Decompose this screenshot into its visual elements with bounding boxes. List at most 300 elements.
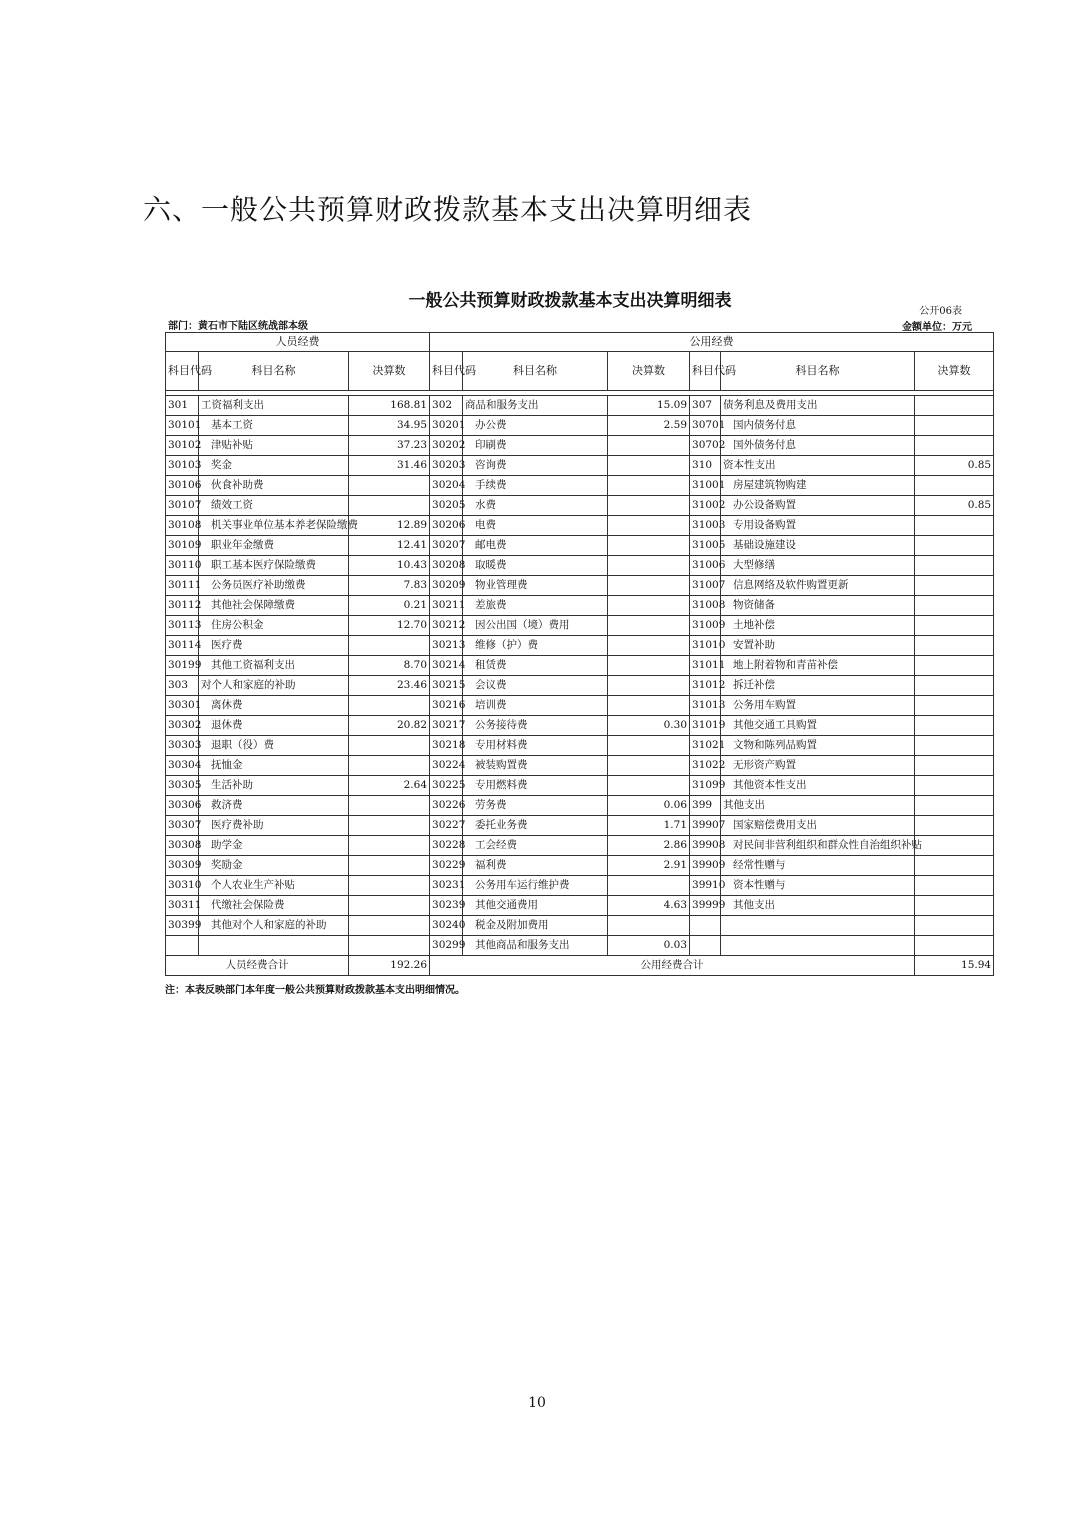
name-cell: 商品和服务支出: [463, 396, 608, 416]
code-cell: [690, 916, 721, 936]
code-cell: 31011: [690, 656, 721, 676]
amount-cell: 0.85: [915, 456, 994, 476]
table-row: [166, 536, 994, 556]
name-cell: 国内债务付息: [721, 416, 915, 436]
amount-cell: [349, 496, 430, 516]
amount-cell: [349, 636, 430, 656]
amount-cell: [349, 476, 430, 496]
amount-cell: [608, 636, 690, 656]
table-row: [166, 556, 994, 576]
code-cell: 30228: [430, 836, 463, 856]
name-cell: 机关事业单位基本养老保险缴费: [199, 516, 349, 536]
code-cell: 30103: [166, 456, 199, 476]
table-row: [166, 896, 994, 916]
code-cell: 30229: [430, 856, 463, 876]
name-cell: 福利费: [463, 856, 608, 876]
code-cell: 30111: [166, 576, 199, 596]
table-row: [166, 616, 994, 636]
table-row: [166, 776, 994, 796]
name-cell: 无形资产购置: [721, 756, 915, 776]
name-cell: 办公费: [463, 416, 608, 436]
name-cell: 其他支出: [721, 796, 915, 816]
code-cell: 39907: [690, 816, 721, 836]
code-cell: 31008: [690, 596, 721, 616]
code-cell: 30215: [430, 676, 463, 696]
table-row: [166, 796, 994, 816]
header-name: 科目名称: [199, 352, 349, 391]
code-cell: 30109: [166, 536, 199, 556]
unit-label: 金额单位：万元: [902, 322, 972, 333]
name-cell: 债务利息及费用支出: [721, 396, 915, 416]
code-cell: 30307: [166, 816, 199, 836]
personnel-total-label: 人员经费合计: [166, 956, 349, 976]
name-cell: [199, 936, 349, 956]
amount-cell: [349, 936, 430, 956]
name-cell: 国外债务付息: [721, 436, 915, 456]
name-cell: 租赁费: [463, 656, 608, 676]
name-cell: 对民间非营利组织和群众性自治组织补贴: [721, 836, 915, 856]
name-cell: 公务用车运行维护费: [463, 876, 608, 896]
name-cell: 委托业务费: [463, 816, 608, 836]
amount-cell: [608, 916, 690, 936]
code-cell: 30101: [166, 416, 199, 436]
code-cell: 302: [430, 396, 463, 416]
amount-cell: [915, 416, 994, 436]
table-row: [166, 416, 994, 436]
amount-cell: [608, 696, 690, 716]
code-cell: 30203: [430, 456, 463, 476]
amount-cell: 0.06: [608, 796, 690, 816]
amount-cell: 168.81: [349, 396, 430, 416]
amount-cell: [349, 876, 430, 896]
table-row: [166, 516, 994, 536]
amount-cell: 2.59: [608, 416, 690, 436]
name-cell: 公务接待费: [463, 716, 608, 736]
code-cell: 31009: [690, 616, 721, 636]
page-heading: 六、一般公共预算财政拨款基本支出决算明细表: [143, 193, 753, 226]
name-cell: 对个人和家庭的补助: [199, 676, 349, 696]
amount-cell: [608, 516, 690, 536]
code-cell: 30110: [166, 556, 199, 576]
name-cell: 信息网络及软件购置更新: [721, 576, 915, 596]
code-cell: 30205: [430, 496, 463, 516]
amount-cell: [915, 756, 994, 776]
name-cell: 物资储备: [721, 596, 915, 616]
code-cell: 30213: [430, 636, 463, 656]
table-row: [166, 396, 994, 416]
name-cell: 基本工资: [199, 416, 349, 436]
table-row: [166, 856, 994, 876]
amount-cell: [915, 856, 994, 876]
amount-cell: 10.43: [349, 556, 430, 576]
name-cell: 物业管理费: [463, 576, 608, 596]
amount-cell: [349, 696, 430, 716]
amount-cell: 37.23: [349, 436, 430, 456]
page-number: 10: [528, 1395, 546, 1411]
code-cell: 30112: [166, 596, 199, 616]
code-cell: 31007: [690, 576, 721, 596]
header-code: 科目代码: [166, 352, 199, 391]
code-cell: 30204: [430, 476, 463, 496]
code-cell: 30113: [166, 616, 199, 636]
code-cell: 30206: [430, 516, 463, 536]
code-cell: 307: [690, 396, 721, 416]
code-cell: 30108: [166, 516, 199, 536]
amount-cell: 12.41: [349, 536, 430, 556]
code-cell: [690, 936, 721, 956]
code-cell: [166, 936, 199, 956]
code-cell: 30207: [430, 536, 463, 556]
name-cell: 绩效工资: [199, 496, 349, 516]
name-cell: 其他商品和服务支出: [463, 936, 608, 956]
name-cell: 大型修缮: [721, 556, 915, 576]
amount-cell: [608, 496, 690, 516]
name-cell: 职工基本医疗保险缴费: [199, 556, 349, 576]
header-code: 科目代码: [430, 352, 463, 391]
amount-cell: 23.46: [349, 676, 430, 696]
code-cell: 30106: [166, 476, 199, 496]
code-cell: 30311: [166, 896, 199, 916]
name-cell: 会议费: [463, 676, 608, 696]
public-total-label: 公用经费合计: [430, 956, 915, 976]
name-cell: 其他支出: [721, 896, 915, 916]
table-row: [166, 596, 994, 616]
amount-cell: [349, 816, 430, 836]
name-cell: 奖励金: [199, 856, 349, 876]
code-cell: 31003: [690, 516, 721, 536]
name-cell: 其他社会保障缴费: [199, 596, 349, 616]
amount-cell: [915, 516, 994, 536]
code-cell: 303: [166, 676, 199, 696]
code-cell: 31005: [690, 536, 721, 556]
code-cell: 31013: [690, 696, 721, 716]
amount-cell: [349, 736, 430, 756]
amount-cell: [915, 816, 994, 836]
name-cell: 公务用车购置: [721, 696, 915, 716]
amount-cell: [349, 896, 430, 916]
amount-cell: 8.70: [349, 656, 430, 676]
amount-cell: 2.91: [608, 856, 690, 876]
name-cell: 住房公积金: [199, 616, 349, 636]
name-cell: 培训费: [463, 696, 608, 716]
name-cell: 税金及附加费用: [463, 916, 608, 936]
table-row: [166, 576, 994, 596]
amount-cell: 0.85: [915, 496, 994, 516]
code-cell: 30199: [166, 656, 199, 676]
amount-cell: [608, 656, 690, 676]
header-amount: 决算数: [608, 352, 690, 391]
amount-cell: [915, 396, 994, 416]
name-cell: 基础设施建设: [721, 536, 915, 556]
amount-cell: 12.70: [349, 616, 430, 636]
name-cell: 取暖费: [463, 556, 608, 576]
personnel-total-value: 192.26: [349, 956, 430, 976]
table-row: [166, 436, 994, 456]
code-cell: 310: [690, 456, 721, 476]
name-cell: 水费: [463, 496, 608, 516]
table-row: [166, 676, 994, 696]
amount-cell: [915, 796, 994, 816]
name-cell: 其他对个人和家庭的补助: [199, 916, 349, 936]
name-cell: 拆迁补偿: [721, 676, 915, 696]
code-cell: 30239: [430, 896, 463, 916]
name-cell: 其他资本性支出: [721, 776, 915, 796]
header-amount: 决算数: [349, 352, 430, 391]
amount-cell: 15.09: [608, 396, 690, 416]
table-row: [166, 756, 994, 776]
name-cell: 土地补偿: [721, 616, 915, 636]
header-amount: 决算数: [915, 352, 994, 391]
table-row: [166, 496, 994, 516]
public-total-value: 15.94: [915, 956, 994, 976]
amount-cell: 31.46: [349, 456, 430, 476]
name-cell: 印刷费: [463, 436, 608, 456]
name-cell: 电费: [463, 516, 608, 536]
group-header-row: [166, 333, 994, 352]
table-row: [166, 876, 994, 896]
name-cell: 被装购置费: [463, 756, 608, 776]
table-row: [166, 716, 994, 736]
code-cell: 30227: [430, 816, 463, 836]
amount-cell: 20.82: [349, 716, 430, 736]
amount-cell: [915, 556, 994, 576]
name-cell: 代缴社会保险费: [199, 896, 349, 916]
name-cell: [721, 916, 915, 936]
name-cell: 医疗费: [199, 636, 349, 656]
amount-cell: [608, 456, 690, 476]
name-cell: 个人农业生产补贴: [199, 876, 349, 896]
amount-cell: 4.63: [608, 896, 690, 916]
header-name: 科目名称: [721, 352, 915, 391]
footnote: 注：本表反映部门本年度一般公共预算财政拨款基本支出明细情况。: [165, 985, 465, 996]
code-cell: 30303: [166, 736, 199, 756]
amount-cell: [349, 796, 430, 816]
code-cell: 30216: [430, 696, 463, 716]
name-cell: 救济费: [199, 796, 349, 816]
code-cell: 30225: [430, 776, 463, 796]
code-cell: 30107: [166, 496, 199, 516]
amount-cell: [915, 716, 994, 736]
amount-cell: [915, 696, 994, 716]
name-cell: 职业年金缴费: [199, 536, 349, 556]
table-row: [166, 636, 994, 656]
code-cell: 30309: [166, 856, 199, 876]
code-cell: 39999: [690, 896, 721, 916]
table-row: [166, 656, 994, 676]
code-cell: 30114: [166, 636, 199, 656]
amount-cell: [608, 556, 690, 576]
code-cell: 31021: [690, 736, 721, 756]
table-row: [166, 836, 994, 856]
amount-cell: 0.03: [608, 936, 690, 956]
form-code: 公开06表: [919, 306, 962, 317]
name-cell: 国家赔偿费用支出: [721, 816, 915, 836]
code-cell: 31010: [690, 636, 721, 656]
code-cell: 30301: [166, 696, 199, 716]
code-cell: 30211: [430, 596, 463, 616]
code-cell: 30224: [430, 756, 463, 776]
amount-cell: [608, 536, 690, 556]
name-cell: 离休费: [199, 696, 349, 716]
code-cell: 31022: [690, 756, 721, 776]
amount-cell: [608, 596, 690, 616]
amount-cell: [608, 876, 690, 896]
header-code: 科目代码: [690, 352, 721, 391]
code-cell: 30209: [430, 576, 463, 596]
amount-cell: [915, 776, 994, 796]
amount-cell: [608, 576, 690, 596]
code-cell: 30208: [430, 556, 463, 576]
amount-cell: [915, 656, 994, 676]
table-row: [166, 936, 994, 956]
code-cell: 30202: [430, 436, 463, 456]
totals-row: [166, 956, 994, 976]
name-cell: 其他交通费用: [463, 896, 608, 916]
amount-cell: 0.21: [349, 596, 430, 616]
name-cell: 因公出国（境）费用: [463, 616, 608, 636]
code-cell: 30304: [166, 756, 199, 776]
code-cell: 30212: [430, 616, 463, 636]
code-cell: 30217: [430, 716, 463, 736]
amount-cell: [915, 476, 994, 496]
name-cell: 专用材料费: [463, 736, 608, 756]
code-cell: 31001: [690, 476, 721, 496]
code-cell: 30201: [430, 416, 463, 436]
amount-cell: [608, 616, 690, 636]
code-cell: 31012: [690, 676, 721, 696]
name-cell: 资本性赠与: [721, 876, 915, 896]
name-cell: 安置补助: [721, 636, 915, 656]
code-cell: 30308: [166, 836, 199, 856]
code-cell: 30399: [166, 916, 199, 936]
code-cell: 301: [166, 396, 199, 416]
code-cell: 30102: [166, 436, 199, 456]
amount-cell: 2.86: [608, 836, 690, 856]
amount-cell: 0.30: [608, 716, 690, 736]
expenditure-table: [165, 332, 994, 976]
amount-cell: 2.64: [349, 776, 430, 796]
name-cell: 文物和陈列品购置: [721, 736, 915, 756]
name-cell: 手续费: [463, 476, 608, 496]
amount-cell: [915, 636, 994, 656]
amount-cell: [915, 616, 994, 636]
table-row: [166, 816, 994, 836]
name-cell: 咨询费: [463, 456, 608, 476]
code-cell: 30218: [430, 736, 463, 756]
name-cell: 邮电费: [463, 536, 608, 556]
code-cell: 31002: [690, 496, 721, 516]
group-public: 公用经费: [430, 333, 994, 352]
table-row: [166, 696, 994, 716]
name-cell: 地上附着物和青苗补偿: [721, 656, 915, 676]
name-cell: 专用燃料费: [463, 776, 608, 796]
code-cell: 30701: [690, 416, 721, 436]
name-cell: 房屋建筑物购建: [721, 476, 915, 496]
name-cell: 助学金: [199, 836, 349, 856]
amount-cell: [349, 836, 430, 856]
amount-cell: [915, 576, 994, 596]
amount-cell: 34.95: [349, 416, 430, 436]
amount-cell: 1.71: [608, 816, 690, 836]
code-cell: 39909: [690, 856, 721, 876]
amount-cell: [608, 776, 690, 796]
amount-cell: 7.83: [349, 576, 430, 596]
table-row: [166, 476, 994, 496]
code-cell: 39908: [690, 836, 721, 856]
code-cell: 30240: [430, 916, 463, 936]
table-row: [166, 736, 994, 756]
amount-cell: [915, 676, 994, 696]
amount-cell: [608, 676, 690, 696]
name-cell: 劳务费: [463, 796, 608, 816]
code-cell: 30306: [166, 796, 199, 816]
amount-cell: [608, 736, 690, 756]
amount-cell: [915, 596, 994, 616]
column-header-row: [166, 352, 994, 391]
name-cell: 其他工资福利支出: [199, 656, 349, 676]
amount-cell: [915, 836, 994, 856]
name-cell: 伙食补助费: [199, 476, 349, 496]
amount-cell: [349, 916, 430, 936]
amount-cell: [915, 936, 994, 956]
name-cell: 退职（役）费: [199, 736, 349, 756]
table-row: [166, 456, 994, 476]
code-cell: 30305: [166, 776, 199, 796]
amount-cell: [608, 436, 690, 456]
name-cell: 公务员医疗补助缴费: [199, 576, 349, 596]
department-label: 部门：黄石市下陆区统战部本级: [168, 321, 308, 332]
amount-cell: [608, 756, 690, 776]
code-cell: 39910: [690, 876, 721, 896]
name-cell: [721, 936, 915, 956]
amount-cell: [915, 876, 994, 896]
code-cell: 30231: [430, 876, 463, 896]
amount-cell: 12.89: [349, 516, 430, 536]
code-cell: 31099: [690, 776, 721, 796]
name-cell: 生活补助: [199, 776, 349, 796]
name-cell: 办公设备购置: [721, 496, 915, 516]
name-cell: 资本性支出: [721, 456, 915, 476]
name-cell: 专用设备购置: [721, 516, 915, 536]
table-title: 一般公共预算财政拨款基本支出决算明细表: [408, 291, 732, 311]
amount-cell: [915, 536, 994, 556]
name-cell: 差旅费: [463, 596, 608, 616]
code-cell: 30310: [166, 876, 199, 896]
table-row: [166, 916, 994, 936]
name-cell: 奖金: [199, 456, 349, 476]
amount-cell: [915, 896, 994, 916]
name-cell: 工资福利支出: [199, 396, 349, 416]
amount-cell: [608, 476, 690, 496]
code-cell: 31006: [690, 556, 721, 576]
code-cell: 30702: [690, 436, 721, 456]
amount-cell: [915, 916, 994, 936]
name-cell: 津贴补贴: [199, 436, 349, 456]
amount-cell: [349, 756, 430, 776]
code-cell: 31019: [690, 716, 721, 736]
name-cell: 工会经费: [463, 836, 608, 856]
code-cell: 30214: [430, 656, 463, 676]
name-cell: 抚恤金: [199, 756, 349, 776]
amount-cell: [349, 856, 430, 876]
name-cell: 其他交通工具购置: [721, 716, 915, 736]
name-cell: 退休费: [199, 716, 349, 736]
name-cell: 经常性赠与: [721, 856, 915, 876]
name-cell: 维修（护）费: [463, 636, 608, 656]
header-name: 科目名称: [463, 352, 608, 391]
name-cell: 医疗费补助: [199, 816, 349, 836]
code-cell: 399: [690, 796, 721, 816]
